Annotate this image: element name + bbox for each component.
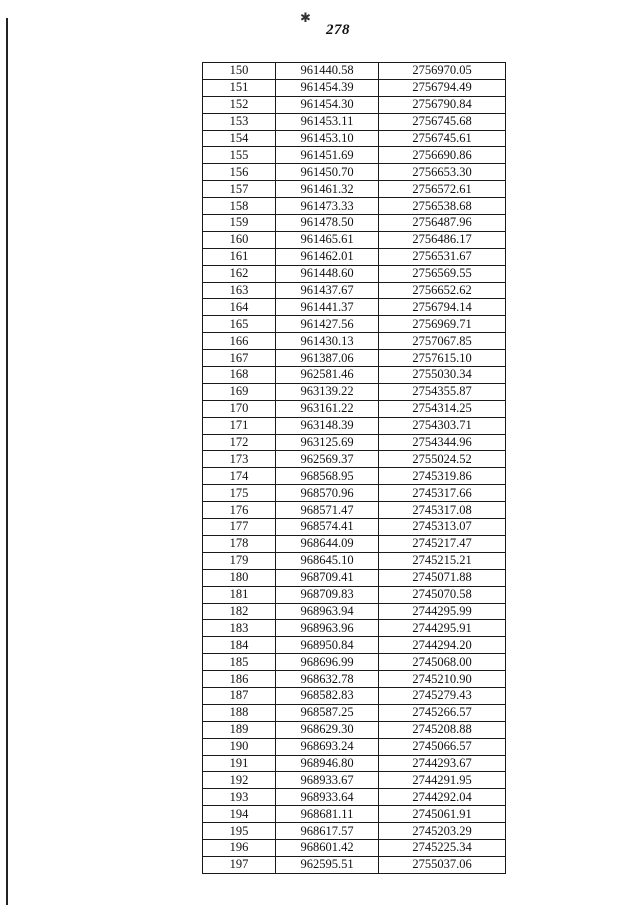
point-id-cell: 197 <box>203 856 276 873</box>
point-id-cell: 157 <box>203 181 276 198</box>
y-coordinate-cell: 2756531.67 <box>379 248 506 265</box>
x-coordinate-cell: 968709.83 <box>276 586 379 603</box>
table-row <box>203 569 506 586</box>
table-row <box>203 265 506 282</box>
point-id-cell: 163 <box>203 282 276 299</box>
table-row <box>203 535 506 552</box>
point-id-cell: 166 <box>203 333 276 350</box>
point-id-cell: 178 <box>203 535 276 552</box>
x-coordinate-cell: 961473.33 <box>276 198 379 215</box>
table-row <box>203 451 506 468</box>
x-coordinate-cell: 968582.83 <box>276 687 379 704</box>
y-coordinate-cell: 2745266.57 <box>379 704 506 721</box>
point-id-cell: 170 <box>203 400 276 417</box>
table-row <box>203 823 506 840</box>
point-id-cell: 152 <box>203 96 276 113</box>
point-id-cell: 188 <box>203 704 276 721</box>
point-id-cell: 185 <box>203 654 276 671</box>
x-coordinate-cell: 968950.84 <box>276 637 379 654</box>
table-row <box>203 856 506 873</box>
point-id-cell: 181 <box>203 586 276 603</box>
point-id-cell: 159 <box>203 215 276 232</box>
x-coordinate-cell: 968601.42 <box>276 839 379 856</box>
point-id-cell: 187 <box>203 687 276 704</box>
x-coordinate-cell: 968963.96 <box>276 620 379 637</box>
x-coordinate-cell: 961453.11 <box>276 113 379 130</box>
point-id-cell: 158 <box>203 198 276 215</box>
table-row <box>203 198 506 215</box>
table-row <box>203 79 506 96</box>
y-coordinate-cell: 2745317.66 <box>379 485 506 502</box>
x-coordinate-cell: 968696.99 <box>276 654 379 671</box>
point-id-cell: 183 <box>203 620 276 637</box>
table-row <box>203 434 506 451</box>
y-coordinate-cell: 2756690.86 <box>379 147 506 164</box>
table-row <box>203 299 506 316</box>
y-coordinate-cell: 2756538.68 <box>379 198 506 215</box>
x-coordinate-cell: 961451.69 <box>276 147 379 164</box>
x-coordinate-cell: 961461.32 <box>276 181 379 198</box>
x-coordinate-cell: 968645.10 <box>276 552 379 569</box>
table-row <box>203 316 506 333</box>
point-id-cell: 164 <box>203 299 276 316</box>
y-coordinate-cell: 2756745.68 <box>379 113 506 130</box>
table-row <box>203 704 506 721</box>
y-coordinate-cell: 2744295.99 <box>379 603 506 620</box>
x-coordinate-cell: 968693.24 <box>276 738 379 755</box>
point-id-cell: 150 <box>203 63 276 80</box>
point-id-cell: 173 <box>203 451 276 468</box>
table-row <box>203 738 506 755</box>
x-coordinate-cell: 962595.51 <box>276 856 379 873</box>
y-coordinate-cell: 2756970.05 <box>379 63 506 80</box>
x-coordinate-cell: 961440.58 <box>276 63 379 80</box>
y-coordinate-cell: 2756653.30 <box>379 164 506 181</box>
point-id-cell: 176 <box>203 502 276 519</box>
x-coordinate-cell: 961453.10 <box>276 130 379 147</box>
x-coordinate-cell: 968632.78 <box>276 671 379 688</box>
x-coordinate-cell: 961462.01 <box>276 248 379 265</box>
y-coordinate-cell: 2756569.55 <box>379 265 506 282</box>
x-coordinate-cell: 968568.95 <box>276 468 379 485</box>
x-coordinate-cell: 961430.13 <box>276 333 379 350</box>
table-row <box>203 181 506 198</box>
point-id-cell: 182 <box>203 603 276 620</box>
table-row <box>203 248 506 265</box>
table-row <box>203 367 506 384</box>
x-coordinate-cell: 963139.22 <box>276 383 379 400</box>
x-coordinate-cell: 963148.39 <box>276 417 379 434</box>
coordinates-table <box>202 62 506 874</box>
point-id-cell: 190 <box>203 738 276 755</box>
point-id-cell: 184 <box>203 637 276 654</box>
x-coordinate-cell: 968946.80 <box>276 755 379 772</box>
point-id-cell: 195 <box>203 823 276 840</box>
y-coordinate-cell: 2745068.00 <box>379 654 506 671</box>
point-id-cell: 154 <box>203 130 276 147</box>
x-coordinate-cell: 968574.41 <box>276 519 379 536</box>
point-id-cell: 191 <box>203 755 276 772</box>
y-coordinate-cell: 2745319.86 <box>379 468 506 485</box>
table-row <box>203 637 506 654</box>
y-coordinate-cell: 2756487.96 <box>379 215 506 232</box>
table-row <box>203 333 506 350</box>
y-coordinate-cell: 2745279.43 <box>379 687 506 704</box>
y-coordinate-cell: 2744292.04 <box>379 789 506 806</box>
table-row <box>203 400 506 417</box>
y-coordinate-cell: 2756794.14 <box>379 299 506 316</box>
point-id-cell: 175 <box>203 485 276 502</box>
point-id-cell: 180 <box>203 569 276 586</box>
x-coordinate-cell: 962581.46 <box>276 367 379 384</box>
table-row <box>203 671 506 688</box>
y-coordinate-cell: 2744293.67 <box>379 755 506 772</box>
y-coordinate-cell: 2745066.57 <box>379 738 506 755</box>
x-coordinate-cell: 961437.67 <box>276 282 379 299</box>
x-coordinate-cell: 961427.56 <box>276 316 379 333</box>
x-coordinate-cell: 968644.09 <box>276 535 379 552</box>
y-coordinate-cell: 2745061.91 <box>379 806 506 823</box>
table-row <box>203 789 506 806</box>
table-row <box>203 603 506 620</box>
x-coordinate-cell: 968933.64 <box>276 789 379 806</box>
table-row <box>203 130 506 147</box>
y-coordinate-cell: 2745215.21 <box>379 552 506 569</box>
y-coordinate-cell: 2745071.88 <box>379 569 506 586</box>
x-coordinate-cell: 962569.37 <box>276 451 379 468</box>
y-coordinate-cell: 2744294.20 <box>379 637 506 654</box>
point-id-cell: 177 <box>203 519 276 536</box>
stamp-scribble-icon: ✱ <box>300 10 311 25</box>
point-id-cell: 151 <box>203 79 276 96</box>
table-row <box>203 350 506 367</box>
y-coordinate-cell: 2745317.08 <box>379 502 506 519</box>
point-id-cell: 153 <box>203 113 276 130</box>
x-coordinate-cell: 968571.47 <box>276 502 379 519</box>
x-coordinate-cell: 961478.50 <box>276 215 379 232</box>
point-id-cell: 169 <box>203 383 276 400</box>
table-row <box>203 755 506 772</box>
table-row <box>203 468 506 485</box>
y-coordinate-cell: 2756745.61 <box>379 130 506 147</box>
point-id-cell: 168 <box>203 367 276 384</box>
table-row <box>203 502 506 519</box>
point-id-cell: 179 <box>203 552 276 569</box>
point-id-cell: 171 <box>203 417 276 434</box>
y-coordinate-cell: 2745225.34 <box>379 839 506 856</box>
x-coordinate-cell: 968709.41 <box>276 569 379 586</box>
table-row <box>203 147 506 164</box>
y-coordinate-cell: 2745203.29 <box>379 823 506 840</box>
x-coordinate-cell: 968587.25 <box>276 704 379 721</box>
y-coordinate-cell: 2756794.49 <box>379 79 506 96</box>
y-coordinate-cell: 2756969.71 <box>379 316 506 333</box>
x-coordinate-cell: 968570.96 <box>276 485 379 502</box>
y-coordinate-cell: 2755024.52 <box>379 451 506 468</box>
x-coordinate-cell: 961448.60 <box>276 265 379 282</box>
table-row <box>203 839 506 856</box>
y-coordinate-cell: 2754314.25 <box>379 400 506 417</box>
table-row <box>203 772 506 789</box>
x-coordinate-cell: 968933.67 <box>276 772 379 789</box>
point-id-cell: 155 <box>203 147 276 164</box>
table-row <box>203 417 506 434</box>
x-coordinate-cell: 961450.70 <box>276 164 379 181</box>
table-row <box>203 113 506 130</box>
page-number: 278 <box>326 22 350 38</box>
y-coordinate-cell: 2744291.95 <box>379 772 506 789</box>
x-coordinate-cell: 968617.57 <box>276 823 379 840</box>
y-coordinate-cell: 2745210.90 <box>379 671 506 688</box>
point-id-cell: 194 <box>203 806 276 823</box>
x-coordinate-cell: 961465.61 <box>276 231 379 248</box>
y-coordinate-cell: 2745217.47 <box>379 535 506 552</box>
x-coordinate-cell: 961454.30 <box>276 96 379 113</box>
point-id-cell: 156 <box>203 164 276 181</box>
y-coordinate-cell: 2744295.91 <box>379 620 506 637</box>
table-row <box>203 721 506 738</box>
y-coordinate-cell: 2756652.62 <box>379 282 506 299</box>
table-row <box>203 215 506 232</box>
y-coordinate-cell: 2745313.07 <box>379 519 506 536</box>
x-coordinate-cell: 968681.11 <box>276 806 379 823</box>
y-coordinate-cell: 2756486.17 <box>379 231 506 248</box>
point-id-cell: 160 <box>203 231 276 248</box>
y-coordinate-cell: 2757067.85 <box>379 333 506 350</box>
table-row <box>203 687 506 704</box>
page-left-border <box>6 18 8 905</box>
table-row <box>203 231 506 248</box>
table-row <box>203 282 506 299</box>
x-coordinate-cell: 963161.22 <box>276 400 379 417</box>
x-coordinate-cell: 961387.06 <box>276 350 379 367</box>
table-row <box>203 485 506 502</box>
point-id-cell: 174 <box>203 468 276 485</box>
point-id-cell: 172 <box>203 434 276 451</box>
table-row <box>203 519 506 536</box>
y-coordinate-cell: 2745208.88 <box>379 721 506 738</box>
y-coordinate-cell: 2755037.06 <box>379 856 506 873</box>
table-row <box>203 383 506 400</box>
y-coordinate-cell: 2756790.84 <box>379 96 506 113</box>
y-coordinate-cell: 2745070.58 <box>379 586 506 603</box>
point-id-cell: 161 <box>203 248 276 265</box>
x-coordinate-cell: 961441.37 <box>276 299 379 316</box>
point-id-cell: 192 <box>203 772 276 789</box>
point-id-cell: 189 <box>203 721 276 738</box>
table-row <box>203 806 506 823</box>
x-coordinate-cell: 968963.94 <box>276 603 379 620</box>
y-coordinate-cell: 2757615.10 <box>379 350 506 367</box>
point-id-cell: 165 <box>203 316 276 333</box>
point-id-cell: 162 <box>203 265 276 282</box>
point-id-cell: 186 <box>203 671 276 688</box>
point-id-cell: 196 <box>203 839 276 856</box>
table-row <box>203 586 506 603</box>
table-row <box>203 164 506 181</box>
y-coordinate-cell: 2755030.34 <box>379 367 506 384</box>
table-row <box>203 96 506 113</box>
table-row <box>203 620 506 637</box>
table-row <box>203 654 506 671</box>
point-id-cell: 193 <box>203 789 276 806</box>
y-coordinate-cell: 2754355.87 <box>379 383 506 400</box>
y-coordinate-cell: 2754303.71 <box>379 417 506 434</box>
table-row <box>203 63 506 80</box>
y-coordinate-cell: 2754344.96 <box>379 434 506 451</box>
y-coordinate-cell: 2756572.61 <box>379 181 506 198</box>
table-row <box>203 552 506 569</box>
point-id-cell: 167 <box>203 350 276 367</box>
x-coordinate-cell: 961454.39 <box>276 79 379 96</box>
x-coordinate-cell: 963125.69 <box>276 434 379 451</box>
x-coordinate-cell: 968629.30 <box>276 721 379 738</box>
